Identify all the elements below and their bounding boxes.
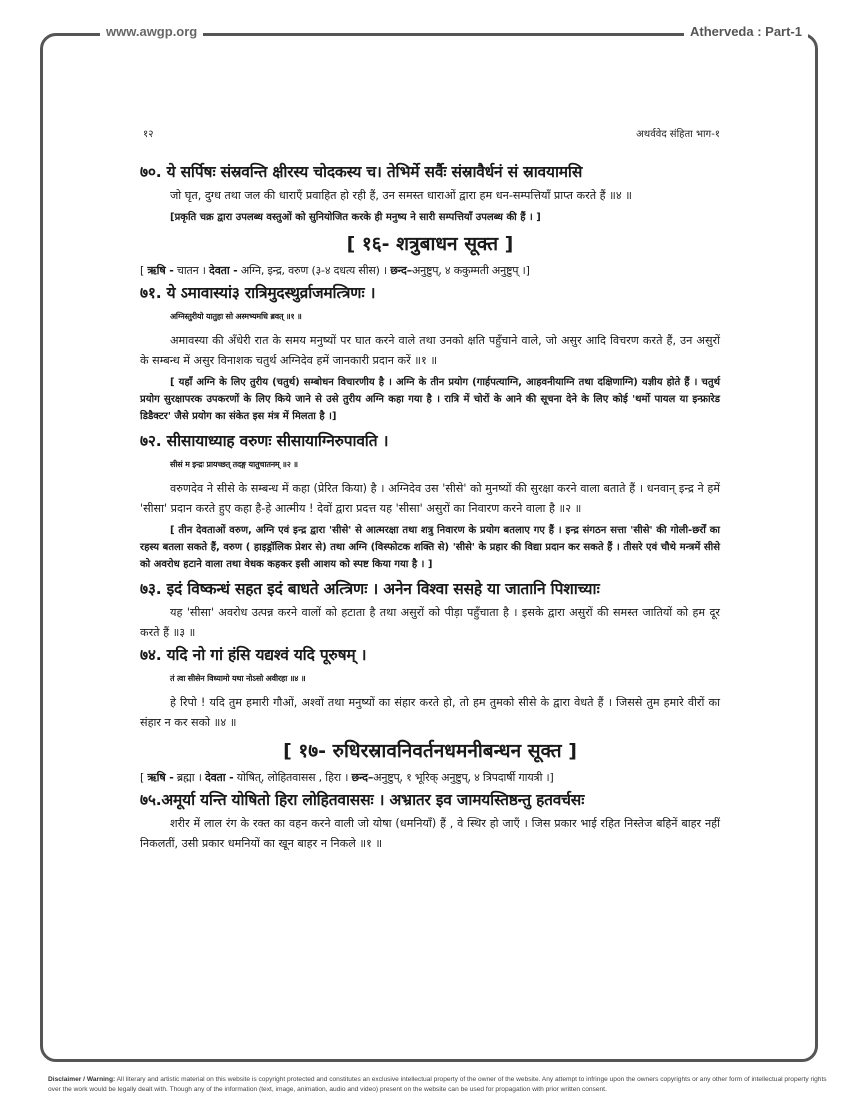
verse-72-line-1: ७२. सीसायाध्याह वरुणः सीसायाग्निरुपावति । xyxy=(140,432,389,450)
note-71: [ यहाँ अग्नि के लिए तुरीय (चतुर्थ) सम्बोधन विचारणीय है । अग्नि के तीन प्रयोग (गार्हपत्याग्नि, आहवनीयाग्नि तथा दक्षिणाग्नि) यज्ञीय होते हैं । चतुर्थ प्रयोग सुरक्षापरक उपकरणों के लिए किये जाने से उसे तुरीय अग्नि कहा गया है । रात्रि में चोरों के आने की सूचना देने के लिए कोई 'थर्मो पायल या इन्फ्रारेड डिडैक्टर' जैसे प्रयोग का संकेत इस मंत्र में मिलता है ।] xyxy=(140,377,720,422)
translation-73: यह 'सीसा' अवरोध उत्पन्न करने वालों को हटाता है तथा असुरों को पीड़ा पहुँचाता है । इसके द्वारा असुरों की समस्त जातियों को हम दूर करते हैं ॥३ ॥ xyxy=(140,606,720,639)
running-header xyxy=(140,126,720,140)
page-number: १२ xyxy=(143,129,154,140)
sukta-16-meta: [ ऋषि - चातन । देवता - अग्नि, इन्द्र, वरुण (३-४ दधत्य सीस) । छन्द–अनुष्टुप्, ४ ककुम्मती अनुष्टुप् ।] xyxy=(140,264,530,277)
sukta-17-meta: [ ऋषि - ब्रह्मा । देवता - योषित्, लोहितवासस , हिरा । छन्द–अनुष्टुप्, १ भूरिक् अनुष्टुप्, ४ त्रिपदार्षी गायत्री ।] xyxy=(140,771,554,784)
chhand-value: अनुष्टुप्, १ भूरिक् अनुष्टुप्, ४ त्रिपदार्षी गायत्री ।] xyxy=(373,771,554,784)
book-title: Atherveda : Part-1 xyxy=(684,23,808,41)
devata-value: योषित्, लोहितवासस , हिरा । xyxy=(233,771,349,784)
verse-70: ७०. ये सर्पिषः संस्रवन्ति क्षीरस्य चोदकस्य च। तेभिर्मे सर्वैः संस्रावैर्धनं सं स्रावयामसि xyxy=(140,163,583,181)
verse-74-line-2: तं त्वा सीसेन विध्यामो यथा नोऽसो अवीरहा ॥४ ॥ xyxy=(170,674,306,683)
rishi-label: ऋषि - xyxy=(147,771,174,784)
disclaimer-label: Disclaimer / Warning: xyxy=(48,1076,116,1083)
devata-value: अग्नि, इन्द्र, वरुण (३-४ दधत्य सीस) । xyxy=(237,264,387,277)
translation-70: जो घृत, दुग्ध तथा जल की धाराएँ प्रवाहित हो रही हैं, उन समस्त धाराओं द्वारा हम धन-सम्पत्तियाँ प्राप्त करते हैं ॥४ ॥ xyxy=(170,189,632,202)
site-url[interactable]: www.awgp.org xyxy=(100,23,203,41)
disclaimer-text: All literary and artistic material on this website is copyright protected and constitutes an exclusive intellectual property of the owner of the website. Any attempt to infringe upon the owners copyrights or any other form of intellectual property rights over the work would be legally dealt with. Though any of the information (text, image, animation, audio and video) present on the website can be used for propagation with prior written consent. xyxy=(48,1076,827,1093)
note-72: [ तीन देवताओं वरुण, अग्नि एवं इन्द्र द्वारा 'सीसे' से आत्मरक्षा तथा शत्रु निवारण के प्रयोग बतलाए गए हैं । इन्द्र संगठन सत्ता 'सीसे' की गोली-छर्रों का रहस्य बतला सकते हैं, वरुण ( हाइड्रॉलिक प्रेशर से) तथा अग्नि (विस्फोटक शक्ति से) 'सीसे' के प्रहार की विद्या प्रदान कर सकते हैं । तीसरे एवं चौथे मन्त्रमें सीसे को अवरोध हटाने वाला तथा वेधक कहकर इसी आशय को स्पष्ट किया गया है । ] xyxy=(140,525,720,570)
disclaimer xyxy=(48,1075,828,1094)
verse-73: ७३. इदं विष्कन्धं सहत इदं बाधते अत्त्रिणः । अनेन विश्वा ससहे या जातानि पिशाच्याः xyxy=(140,580,600,598)
running-title: अथर्ववेद संहिता भाग-१ xyxy=(636,129,720,140)
rishi-value: चातन । xyxy=(173,264,206,277)
sukta-17-title: [ १७- रुधिरस्रावनिवर्तनधमनीबन्धन सूक्त ] xyxy=(283,740,577,762)
verse-72-line-2: सीसं म इन्द्रः प्रायच्छत् तदङ्ग यातुचातनम् ॥२ ॥ xyxy=(170,460,298,469)
devata-label: देवता - xyxy=(209,264,238,277)
chhand-value: अनुष्टुप्, ४ ककुम्मती अनुष्टुप् ।] xyxy=(411,264,530,277)
translation-72: वरुणदेव ने सीसे के सम्बन्ध में कहा (प्रेरित किया) है । अग्निदेव उस 'सीसे' को मुनष्यों की सुरक्षा करने वाला बताते हैं । धनवान् इन्द्र ने हमें 'सीसा' प्रदान करते हुए कहा है-हे आत्मीय ! देवों द्वारा प्रदत्त यह 'सीसा' असुरों का निवारण करने वाला है ॥२ ॥ xyxy=(140,482,720,515)
devata-label: देवता - xyxy=(204,771,234,784)
chhand-label: छन्द– xyxy=(351,771,374,784)
verse-75: ७५.अमूर्या यन्ति योषितो हिरा लोहितवाससः । अभ्रातर इव जामयस्तिष्ठन्तु हतवर्चसः xyxy=(140,791,585,809)
translation-71: अमावस्या की अँधेरी रात के समय मनुष्यों पर घात करने वाले तथा उनको क्षति पहुँचाने वाले, जो असुर आदि विचरण करते हैं, उन असुरों के सम्बन्ध में असुर विनाशक चतुर्थ अग्निदेव हमें जानकारी प्रदान करें ॥१ ॥ xyxy=(140,334,720,367)
page-content xyxy=(140,126,720,854)
sukta-16-title: [ १६- शत्रुबाधन सूक्त ] xyxy=(346,233,514,255)
rishi-value: ब्रह्मा । xyxy=(173,771,202,784)
translation-74: हे रिपो ! यदि तुम हमारी गौओं, अश्वों तथा मनुष्यों का संहार करते हो, तो हम तुमको सीसे के द्वारा वेधते हैं । जिससे तुम हमारे वीरों का संहार न कर सको ॥४ ॥ xyxy=(140,696,720,729)
verse-71-line-2: अग्निस्तुरीयो यातुहा सो अस्मभ्यमधि ब्रवत् ॥१ ॥ xyxy=(170,312,302,321)
chhand-label: छन्द– xyxy=(390,264,412,277)
translation-75: शरीर में लाल रंग के रक्त का वहन करने वाली जो योषा (धमनियाँ) हैं , वे स्थिर हो जाएँ । जिस प्रकार भाई रहित निस्तेज बहिनें बाहर नहीं निकलतीं, उसी प्रकार धमनियों का खून बाहर न निकले ॥१ ॥ xyxy=(140,817,720,850)
verse-74-line-1: ७४. यदि नो गां हंसि यद्यश्वं यदि पूरुषम् । xyxy=(140,646,367,664)
rishi-label: ऋषि - xyxy=(147,264,174,277)
verse-71-line-1: ७१. ये ऽमावास्यां३ रात्रिमुदस्थुर्व्राजमत्त्रिणः । xyxy=(140,284,376,302)
note-70: [प्रकृति चक्र द्वारा उपलब्ध वस्तुओं को सुनियोजित करके ही मनुष्य ने सारी सम्पत्तियाँ उपलब्ध की हैं । ] xyxy=(170,212,541,223)
